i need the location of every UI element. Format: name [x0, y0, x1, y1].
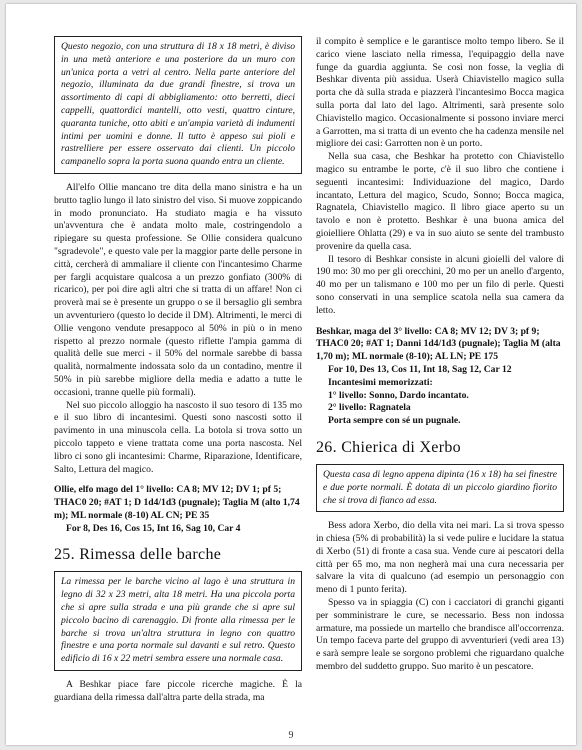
beshkar-duty-paragraph: il compito è semplice e le garantisce molto tempo libero. Se il carico viene lasciato nella rimessa, l'equipaggio della nave funge da guardia aggiunta. Se così non fosse, la veglia di Beshkar diventa più assidua. Userà Chiavistello magico sulla porta che dà sulla strada e piazzerà l'incantesimo Bocca magica sulla porta dal lato del lago. Altrimenti, sarà presente solo Chiavistello magico. Occasionalmente si possono inviare merci a Garrotten, ma si tratta di un evento che ha cadenza mensile nel migliore dei casi: Garrotten non è un porto. — [316, 36, 564, 150]
left-column — [54, 36, 302, 705]
treasure-paragraph: Nel suo piccolo alloggio ha nascosto il suo tesoro di 135 mo e il suo libro di incantesimi. Questi sono nascosti sotto il pavimento in una minuscola cella. La botola si trova sotto un piccolo tappeto e viene trattata come una porta nascosta. Nel libro ci sono gli incantesimi: Charme, Riparazione, Identificare, Salto, Lettura del magico. — [54, 399, 302, 475]
shop-description-box: Questo negozio, con una struttura di 18 x 18 metri, è diviso in una metà anteriore e una posteriore da un muro con un'unica porta a vetri al centro. Nella parte anteriore del negozio, illuminata da due grandi finestre, si trova un assortimento di capi di abbigliamento: otto berretti, dieci cappelli, quattordici mantelli, otto vesti, quattro cinture, quaranta tuniche, otto abiti e un'ampia varietà di indumenti intimi per uomini e donne. Il tutto è appeso sui pioli e rastrelliere per essere osservato dai clienti. Un piccolo campanello sopra la porta suona quando entra un cliente. — [54, 36, 302, 174]
page-number: 9 — [288, 730, 294, 741]
beshkar-house-paragraph: Nella sua casa, che Beshkar ha protetto con Chiavistello magico su entrambe le porte, c'è il suo libro che contiene i seguenti incantesimi: Individuazione del magico, Dardo incantato, Lettura del magico, Scudo, Sonno; Bocca magica, Ragnatela, Chiavistello magico. Il libro giace aperto su un tavolo e non è protetto. Beshkar è una buona amica del gioielliere Ohlatta (29) e va in suo aiuto se sente del trambusto provenire da quella casa. — [316, 151, 564, 252]
beshkar-treasure-paragraph: Il tesoro di Beshkar consiste in alcuni gioielli del valore di 190 mo: 30 mo per gli orecchini, 20 mo per un anello d'argento, 40 mo per un talismano e 100 mo per un filo di perle. Questi sono conservati in una semplice scatola nella sua camera da letto. — [316, 253, 564, 316]
right-column — [316, 36, 564, 674]
bess-paragraph: Bess adora Xerbo, dio della vita nei mari. La si trova spesso in chiesa (5% di probabilità) la si vede pulire e lucidare la statua di Xerbo (51) di fronte a casa sua. Vende cure ai pescatori della città per 65 mo, ma non negherà mai una cura necessaria per salvare la vita di qualcuno (ad esempio un personaggio con meno di 1 punto ferita). — [316, 520, 564, 596]
ollie-abilities-line: For 8, Des 16, Cos 15, Int 16, Sag 10, Car 4 — [66, 522, 241, 534]
beshkar-stat-block — [316, 326, 564, 428]
beshkar-stat-line: Beshkar, maga del 3° livello: CA 8; MV 12; DV 3; pf 9; THAC0 20; #AT 1; Danni 1d4/1d3 (pugnale); Taglia M (alta 1,70 m); ML normale (8-10); AL LN; PE 175 — [316, 325, 561, 363]
first-level-spells: 1° livello: Sonno, Dardo incantato. — [328, 389, 469, 401]
ollie-paragraph: All'elfo Ollie mancano tre dita della mano sinistra e ha un brutto taglio lungo il lato sinistro del viso. Si muove zoppicando in modo pronunciato. Ha studiato magia e ha vissuto un'avventura che è andata molto male, costringendolo a ripiegare su questa professione. Se Ollie considera qualcuno "sgradevole", e questo vale per la maggior parte delle persone in città, cercherà di ammaliare il cliente con l'incantesimo Charme per fargli acquistare qualcosa a un prezzo gonfiato (300% di ricarico), per poi dire agli altri che si tratta di un affare! Non ci proverà mai se è presente un gruppo o se il bersaglio gli sembra un avventuriero (questo lo decide il DM). Altrimenti, le merci di Ollie vengono vendute presappoco al 50% in più o in meno rispetto al prezzo normale (questo riflette l'ampia gamma di qualità delle sue merci - il 50% del normale sarebbe di bassa qualità, normalmente indossata solo da un contadino, mentre il 50% in più sarebbe migliore della media e adatto a tutte le occasioni, tranne quelle più formali). — [54, 181, 302, 398]
boathouse-description-box: La rimessa per le barche vicino al lago è una struttura in legno di 32 x 23 metri, alta 18 metri. Ha una piccola porta che si apre sulla strada e una più grande che si apre sul piccolo bacino di carenaggio. Di fronte alla rimessa per le barche si trova un'altra struttura in legno con quattro finestre e una porta normale sul davanti e sul retro. Questo edificio di 16 x 22 metri sembra essere una normale casa. — [54, 571, 302, 671]
bess-beach-paragraph: Spesso va in spiaggia (C) con i cacciatori di granchi giganti per somministrare le cure, se necessario. Bess non indossa armature, ma possiede un martello che brandisce all'occorrenza. Un tempo faceva parte del gruppo di avventurieri (vedi area 13) e sarà sempre leale se sorgono problemi che riguardano qualche membro del suddetto gruppo. Suo marito è un pescatore. — [316, 597, 564, 673]
dagger-note: Porta sempre con sé un pugnale. — [328, 415, 461, 427]
beshkar-intro-paragraph: A Beshkar piace fare piccole ricerche magiche. È la guardiana della rimessa dall'altra parte della strada, ma — [54, 679, 302, 703]
section-heading-26: 26. Chierica di Xerbo — [316, 438, 461, 456]
section-heading-25: 25. Rimessa delle barche — [54, 546, 222, 564]
document-page — [6, 4, 576, 745]
ollie-stat-block — [54, 484, 302, 535]
memorized-spells-label: Incantesimi memorizzati: — [328, 376, 433, 388]
cleric-house-description-box: Questa casa di legno appena dipinta (16 x 18) ha sei finestre e due porte normali. È dotata di un piccolo giardino fiorito che si trova di fianco ad essa. — [316, 464, 564, 512]
beshkar-abilities-line: For 10, Des 13, Cos 11, Int 18, Sag 12, Car 12 — [328, 363, 512, 375]
second-level-spells: 2° livello: Ragnatela — [328, 402, 411, 414]
ollie-stat-line: Ollie, elfo mago del 1° livello: CA 8; MV 12; DV 1; pf 5; THAC0 20; #AT 1; D 1d4/1d3 (pugnale); Taglia M (alto 1,74 m); ML normale (8-10) AL CN; PE 35 — [54, 484, 300, 521]
